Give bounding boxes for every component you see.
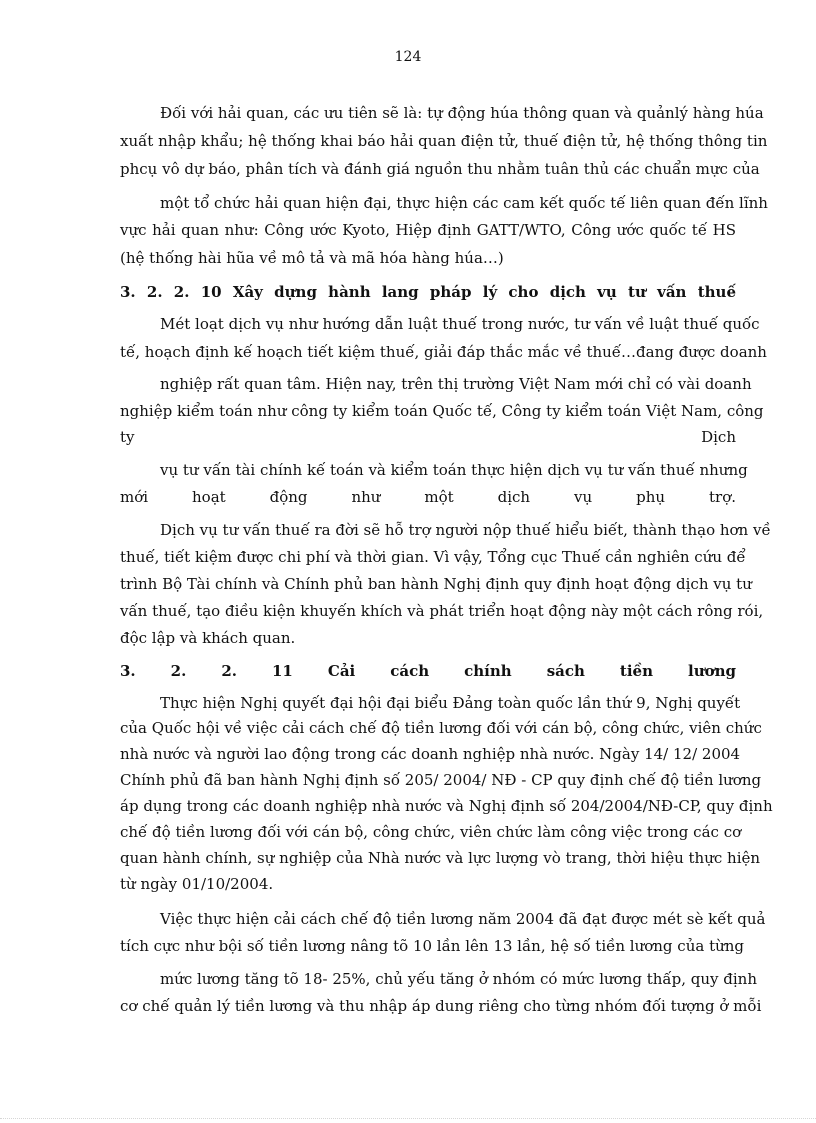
text-line: (hệ thống hài hũa về mô tả và mã hóa hàng húa…)	[120, 249, 504, 267]
text-fragment: ty	[120, 428, 135, 446]
text-fragment: Dịch	[701, 428, 736, 446]
text-line: của Quốc hội về việc cải cách chế độ tiền lương đối với cán bộ, công chức, viên chức	[120, 719, 762, 737]
text-line: quan hành chính, sự nghiệp của Nhà nước và lực lượng vò trang, thời hiệu thực hiện	[120, 849, 761, 867]
text-line: vực hải quan như: Công ước Kyoto, Hiệp định GATT/WTO, Công ước quốc tế HS	[120, 221, 736, 239]
text-line: Thực hiện Nghị quyết đại hội đại biểu Đảng toàn quốc lần thứ 9, Nghị quyết	[160, 694, 741, 712]
text-line: vụ tư vấn tài chính kế toán và kiểm toán thực hiện dịch vụ tư vấn thuế nhưng	[160, 461, 748, 479]
section-heading: 3. 2. 2. 10 Xây dựng hành lang pháp lý cho dịch vụ tư vấn thuế	[120, 283, 736, 301]
text-line: từ ngày 01/10/2004.	[120, 875, 274, 893]
text-line: trình Bộ Tài chính và Chính phủ ban hành Nghị định quy định hoạt động dịch vụ tư	[120, 575, 752, 593]
text-line: vấn thuế, tạo điều kiện khuyến khích và phát triển hoạt động này một cách rông rói,	[120, 602, 764, 620]
text-line: tích cực như bội số tiền lương nâng tõ 10 lần lên 13 lần, hệ số tiền lương của từng	[120, 937, 745, 955]
text-line-split	[120, 427, 736, 447]
text-line: chế độ tiền lương đối với cán bộ, công chức, viên chức làm công việc trong các cơ	[120, 823, 742, 841]
text-line: mới hoạt động như một dịch vụ phụ trợ.	[120, 488, 736, 506]
text-line: phcụ vô dự báo, phân tích và đánh giá nguồn thu nhằm tuân thủ các chuẩn mực của	[120, 160, 760, 178]
page-edge-rule	[0, 1118, 816, 1119]
text-line: Dịch vụ tư vấn thuế ra đời sẽ hỗ trợ người nộp thuế hiểu biết, thành thạo hơn về	[160, 521, 771, 539]
text-line: nhà nước và người lao động trong các doanh nghiệp nhà nước. Ngày 14/ 12/ 2004	[120, 745, 741, 763]
text-line: mức lương tăng tõ 18- 25%, chủ yếu tăng ở nhóm có mức lương thấp, quy định	[160, 970, 757, 988]
text-line: nghiệp kiểm toán như công ty kiểm toán Quốc tế, Công ty kiểm toán Việt Nam, công	[120, 402, 764, 420]
text-line: tế, hoạch định kế hoạch tiết kiệm thuế, giải đáp thắc mắc về thuế…đang được doanh	[120, 343, 767, 361]
text-line: xuất nhập khẩu; hệ thống khai báo hải quan điện tử, thuế điện tử, hệ thống thông tin	[120, 132, 768, 150]
page-number: 124	[394, 49, 422, 65]
text-line: Việc thực hiện cải cách chế độ tiền lương năm 2004 đã đạt được mét sè kết quả	[160, 910, 766, 928]
text-line: Chính phủ đã ban hành Nghị định số 205/ 2004/ NĐ - CP quy định chế độ tiền lương	[120, 771, 762, 789]
text-line: nghiệp rất quan tâm. Hiện nay, trên thị trường Việt Nam mới chỉ có vài doanh	[160, 375, 752, 393]
text-line: Mét loạt dịch vụ như hướng dẫn luật thuế trong nước, tư vấn về luật thuế quốc	[160, 315, 760, 333]
text-line: cơ chế quản lý tiền lương và thu nhập áp dung riêng cho từng nhóm đối tượng ở mỗi	[120, 997, 762, 1015]
text-line: độc lập và khách quan.	[120, 629, 296, 647]
text-line: thuế, tiết kiệm được chi phí và thời gian. Vì vậy, Tổng cục Thuế cần nghiên cứu để	[120, 548, 746, 566]
text-line: áp dụng trong các doanh nghiệp nhà nước và Nghị định số 204/2004/NĐ-CP, quy định	[120, 797, 773, 815]
text-line: một tổ chức hải quan hiện đại, thực hiện các cam kết quốc tế liên quan đến lĩnh	[160, 194, 768, 212]
section-heading: 3. 2. 2. 11 Cải cách chính sách tiền lương	[120, 662, 736, 680]
text-line: Đối với hải quan, các ưu tiên sẽ là: tự động húa thông quan và quảnlý hàng húa	[160, 104, 764, 122]
